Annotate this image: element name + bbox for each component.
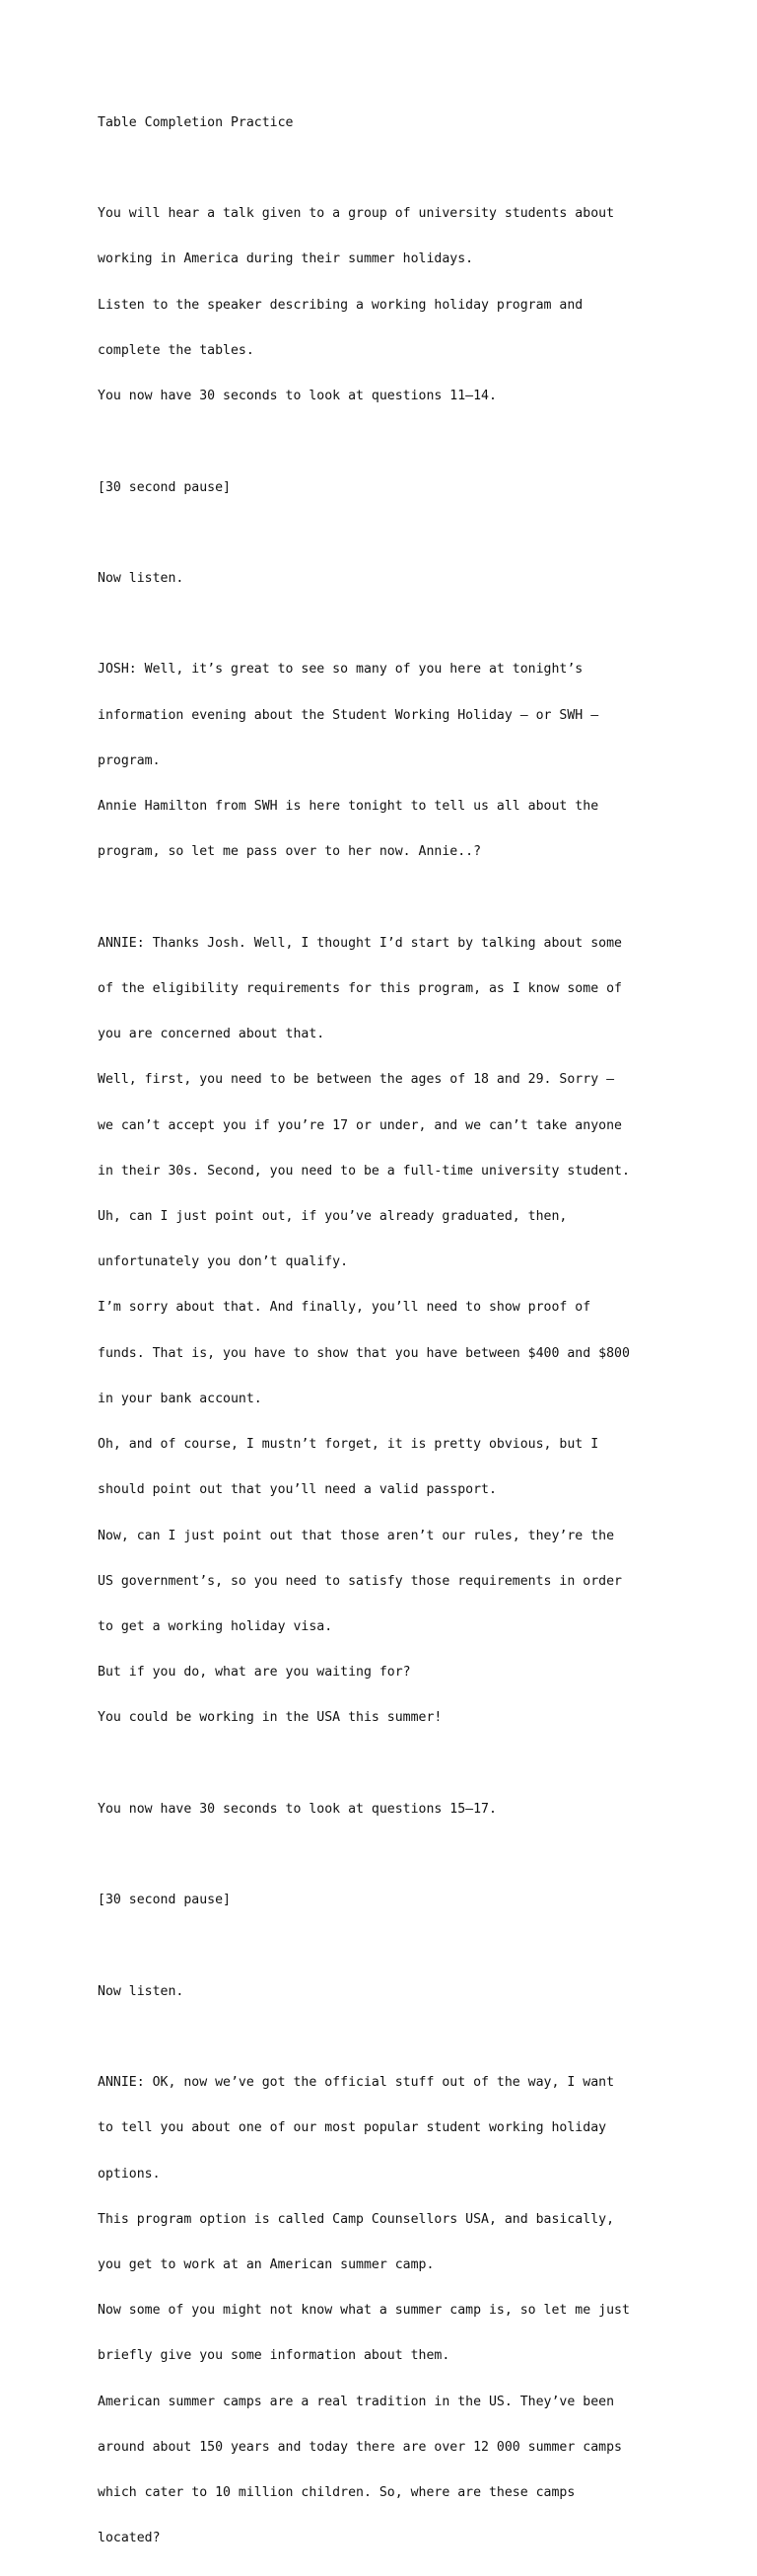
text-line: Now listen. xyxy=(98,570,184,586)
text-line: we can’t accept you if you’re 17 or under, and we can’t take anyone xyxy=(98,1117,622,1133)
text-line: program, so let me pass over to her now. Annie..? xyxy=(98,844,482,860)
listen-cue xyxy=(98,540,698,616)
text-line: I’m sorry about that. And finally, you’ll need to show proof of xyxy=(98,1300,591,1316)
text-line: ANNIE: Thanks Josh. Well, I thought I’d start by talking about some xyxy=(98,935,622,951)
text-line: You will hear a talk given to a group of university students about xyxy=(98,206,615,222)
document-title xyxy=(98,85,698,161)
josh-paragraph xyxy=(98,632,698,891)
text-line: in their 30s. Second, you need to be a full-time university student. xyxy=(98,1163,630,1179)
text-line: Now listen. xyxy=(98,1983,184,1999)
text-line: in your bank account. xyxy=(98,1391,262,1406)
annie-camp-paragraph xyxy=(98,2044,698,2576)
text-line: briefly give you some information about them. xyxy=(98,2348,450,2364)
text-line: You now have 30 seconds to look at questions 11–14. xyxy=(98,389,497,404)
text-line: information evening about the Student Working Holiday – or SWH – xyxy=(98,707,599,723)
text-line: But if you do, what are you waiting for? xyxy=(98,1665,411,1681)
text-line: program. xyxy=(98,752,161,768)
text-line: complete the tables. xyxy=(98,342,254,358)
text-line: You could be working in the USA this summer! xyxy=(98,1710,443,1726)
pause-note xyxy=(98,450,698,526)
text-line: US government’s, so you need to satisfy those requirements in order xyxy=(98,1573,622,1589)
text-line: unfortunately you don’t qualify. xyxy=(98,1254,349,1270)
text-line: American summer camps are a real tradition in the US. They’ve been xyxy=(98,2394,615,2409)
text-line: located? xyxy=(98,2531,161,2546)
text-line: which cater to 10 million children. So, where are these camps xyxy=(98,2485,576,2501)
text-line: This program option is called Camp Counsellors USA, and basically, xyxy=(98,2211,615,2227)
text-line: around about 150 years and today there are over 12 000 summer camps xyxy=(98,2439,622,2455)
text-line: to tell you about one of our most popular student working holiday xyxy=(98,2120,607,2136)
text-line: working in America during their summer holidays. xyxy=(98,251,474,267)
questions-cue xyxy=(98,1771,698,1847)
text-line: Table Completion Practice xyxy=(98,114,294,130)
text-line: funds. That is, you have to show that you have between $400 and $800 xyxy=(98,1345,630,1361)
text-line: Uh, can I just point out, if you’ve already graduated, then, xyxy=(98,1208,568,1224)
text-line: Well, first, you need to be between the ages of 18 and 29. Sorry – xyxy=(98,1072,615,1088)
text-line: you get to work at an American summer camp. xyxy=(98,2256,435,2272)
text-line: Oh, and of course, I mustn’t forget, it is pretty obvious, but I xyxy=(98,1437,599,1453)
intro-paragraph xyxy=(98,176,698,434)
text-line: Now some of you might not know what a summer camp is, so let me just xyxy=(98,2303,630,2319)
text-line: [30 second pause] xyxy=(98,1893,231,1908)
text-line: Listen to the speaker describing a working holiday program and xyxy=(98,297,584,313)
text-line: Now, can I just point out that those aren’t our rules, they’re the xyxy=(98,1528,615,1543)
text-line: [30 second pause] xyxy=(98,479,231,495)
pause-note xyxy=(98,1862,698,1938)
text-line: ANNIE: OK, now we’ve got the official stuff out of the way, I want xyxy=(98,2075,615,2091)
text-line: to get a working holiday visa. xyxy=(98,1618,333,1634)
text-line: options. xyxy=(98,2166,161,2182)
annie-eligibility-paragraph xyxy=(98,905,698,1756)
text-line: should point out that you’ll need a valid passport. xyxy=(98,1482,497,1498)
text-line: You now have 30 seconds to look at questions 15–17. xyxy=(98,1801,497,1817)
text-line: of the eligibility requirements for this program, as I know some of xyxy=(98,980,622,996)
text-line: you are concerned about that. xyxy=(98,1027,325,1042)
text-line: Annie Hamilton from SWH is here tonight to tell us all about the xyxy=(98,799,599,815)
text-line: JOSH: Well, it’s great to see so many of you here at tonight’s xyxy=(98,662,584,678)
listen-cue xyxy=(98,1954,698,2030)
